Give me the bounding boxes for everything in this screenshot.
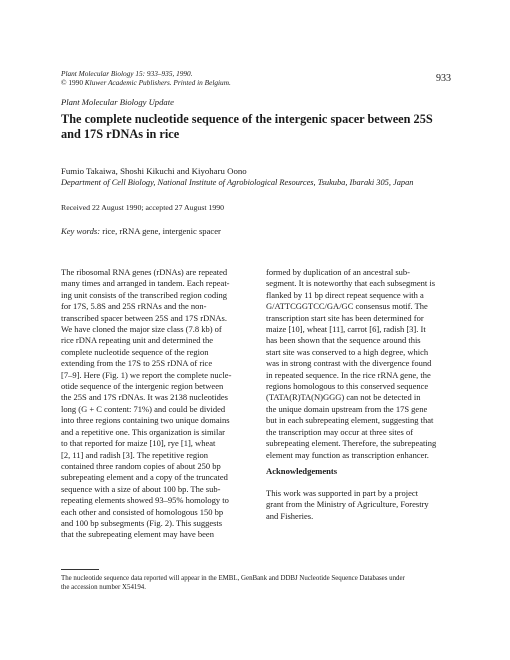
body-line: and 100 bp subsegments (Fig. 2). This suggests (61, 517, 223, 528)
copyright-year: 1990 (66, 78, 85, 87)
body-line: regions homologous to this conserved sequence (266, 381, 429, 392)
footnote-line-1: The nucleotide sequence data reported will appear in the EMBL, GenBank and DDBJ Nucleotide Sequence Databases under (61, 575, 405, 582)
journal-citation: Plant Molecular Biology 15: 933–935, 1990. (61, 69, 193, 78)
body-line: and a repetitive one. This organization is similar (61, 426, 225, 437)
body-line: complete nucleotide sequence of the region (61, 346, 209, 357)
body-line: start site was conserved to a high degree, which (266, 346, 429, 357)
footnote (61, 574, 461, 592)
body-line: was in strong contrast with the divergence found (266, 358, 432, 369)
body-line: for 17S, 5.8S and 25S rRNAs and the non- (61, 301, 207, 312)
body-line: many times and arranged in tandem. Each repeat- (61, 278, 230, 289)
footnote-divider (61, 569, 99, 570)
ack-line: and Fisheries. (266, 510, 314, 521)
body-line: to that reported for maize [10], rye [1], wheat (61, 438, 216, 449)
body-line: maize [10], wheat [11], carrot [6], radish [3]. It (266, 324, 426, 335)
body-line: [2, 11] and radish [3]. The repetitive region (61, 449, 209, 460)
body-line: [7–9]. Here (Fig. 1) we report the complete nucle- (61, 369, 232, 380)
copyright-symbol: © (61, 78, 67, 87)
page-number: 933 (436, 73, 451, 84)
body-line: extending from the 17S to 25S rDNA of rice (61, 358, 213, 369)
acknowledgements-text (266, 488, 451, 522)
body-line: ing unit consists of the transcribed region coding (61, 289, 227, 300)
body-line: into three regions containing two unique domains (61, 415, 230, 426)
body-line: repeating elements showed 93–95% homology to (61, 495, 229, 506)
acknowledgements-heading: Acknowledgements (266, 466, 338, 476)
keywords-text: rice, rRNA gene, intergenic spacer (100, 226, 221, 236)
body-right-column (266, 267, 451, 461)
body-line: (TATA(R)TA(N)GGG) can not be detected in (266, 392, 421, 403)
body-line: contained three random copies of about 250 bp (61, 460, 221, 471)
body-line: G/ATTCGGTCC/GA/GC consensus motif. The (266, 301, 428, 312)
section-label: Plant Molecular Biology Update (61, 97, 174, 107)
body-line: The ribosomal RNA genes (rDNAs) are repeated (61, 267, 228, 277)
body-line: formed by duplication of an ancestral sub- (266, 267, 410, 277)
author-list: Fumio Takaiwa, Shoshi Kikuchi and Kiyoharu Oono (61, 166, 247, 176)
body-line: the unique domain upstream from the 17S gene (266, 403, 428, 414)
body-line: subrepeating element. Therefore, the subrepeating (266, 438, 437, 449)
footnote-line-2: the accession number X54194. (61, 584, 146, 591)
title-line-2: and 17S rDNAs in rice (61, 127, 180, 141)
body-line: long (G + C content: 71%) and could be divided (61, 403, 226, 414)
body-line: flanked by 11 bp direct repeat sequence with a (266, 289, 424, 300)
body-line: has been shown that the sequence around this (266, 335, 421, 346)
ack-line: This work was supported in part by a project (266, 488, 419, 498)
body-line: rice rDNA repeating unit and determined the (61, 335, 213, 346)
body-line: that the subrepeating element may have been (61, 529, 214, 540)
copyright-publisher: Kluwer Academic Publishers. Printed in Belgium. (84, 78, 231, 87)
body-line: in repeated sequence. In the rice rRNA gene, the (266, 369, 431, 380)
keywords (61, 226, 221, 236)
copyright-line (61, 78, 231, 87)
body-line: the transcription may occur at three sites of (266, 426, 414, 437)
body-line: element may function as transcription enhancer. (266, 449, 429, 460)
body-line: We have cloned the major size class (7.8 kb) of (61, 324, 222, 335)
body-line: transcribed spacer between 25S and 17S rDNAs. (61, 312, 227, 323)
body-line: the 25S and 17S rDNAs. It was 2138 nucleotides (61, 392, 228, 403)
body-line: subrepeating element and a copy of the truncated (61, 472, 228, 483)
body-line: each other and consisted of homologous 150 bp (61, 506, 224, 517)
body-line: but in each subrepeating element, suggesting that (266, 415, 434, 426)
article-title (61, 112, 461, 142)
body-left-column (61, 267, 248, 541)
keywords-label: Key words: (61, 226, 101, 236)
body-line: sequence with a size of about 100 bp. The sub- (61, 483, 221, 494)
ack-line: grant from the Ministry of Agriculture, Forestry (266, 499, 429, 510)
body-line: segment. It is noteworthy that each subsegment is (266, 278, 436, 289)
affiliation: Department of Cell Biology, National Institute of Agrobiological Resources, Tsukuba, Ibaraki 305, Japan (61, 178, 414, 187)
title-line-1: The complete nucleotide sequence of the intergenic spacer between 25S (61, 112, 433, 126)
received-dates: Received 22 August 1990; accepted 27 August 1990 (61, 203, 225, 212)
body-line: transcription start site has been determined for (266, 312, 424, 323)
body-line: otide sequence of the intergenic region between (61, 381, 224, 392)
